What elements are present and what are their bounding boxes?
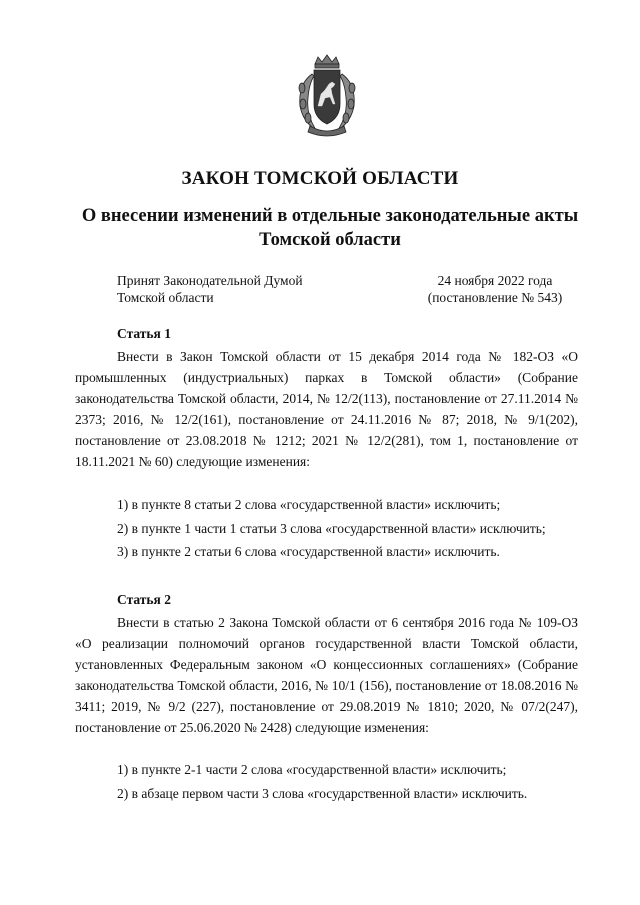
adoption-body <box>117 272 303 306</box>
article-2-heading: Статья 2 <box>117 592 171 607</box>
adoption-body-line1: Принят Законодательной Думой <box>117 273 303 288</box>
law-title: ЗАКОН ТОМСКОЙ ОБЛАСТИ <box>181 168 459 189</box>
article-1-item-3: 3) в пункте 2 статьи 6 слова «государственной власти» исключить. <box>117 544 500 559</box>
coat-of-arms-emblem <box>294 54 360 138</box>
adoption-resolution: (постановление № 543) <box>427 290 563 305</box>
article-1-heading: Статья 1 <box>117 326 171 341</box>
article-2-item-2: 2) в абзаце первом части 3 слова «государственной власти» исключить. <box>117 786 528 801</box>
article-1-item-1: 1) в пункте 8 статьи 2 слова «государственной власти» исключить; <box>117 497 501 512</box>
article-1-intro: Внести в Закон Томской области от 15 декабря 2014 года № 182-ОЗ «О промышленных (индустриальных) парках в Томской области» (Собрание законодательства Томской области, 2014, № 12/2(113), постановление от 27.11.2014 № 2373; 2016, № 12/2(161), постановление от 24.11.2016 № 87; 2018, № 9/1(202), постановление от 23.08.2018 № 1212; 2021 № 12/2(281), том 1, постановление от 18.11.2021 № 60) следующие изменения: <box>75 349 578 469</box>
adoption-date: 24 ноября 2022 года <box>437 273 553 288</box>
article-1-item-2: 2) в пункте 1 части 1 статьи 3 слова «государственной власти» исключить; <box>117 521 546 536</box>
article-2-item-1: 1) в пункте 2-1 части 2 слова «государственной власти» исключить; <box>117 762 507 777</box>
law-subtitle: О внесении изменений в отдельные законодательные акты Томской области <box>81 206 579 250</box>
article-2-intro: Внести в статью 2 Закона Томской области от 6 сентября 2016 года № 109-ОЗ «О реализации полномочий органов государственной власти Томской области, установленных Федеральным законом «О концессионных соглашениях» (Собрание законодательства Томской области, 2016, № 10/1 (156), постановление от 18.08.2016 № 3411; 2019, № 9/2 (227), постановление от 29.08.2019 № 1810; 2020, № 07/2(247), постановление от 25.06.2020 № 2428) следующие изменения: <box>75 615 578 735</box>
adoption-body-line2: Томской области <box>117 290 214 305</box>
adoption-date-block <box>420 272 570 306</box>
